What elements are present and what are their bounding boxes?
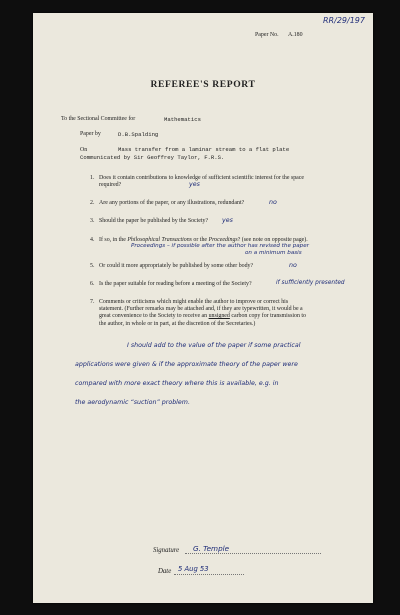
question-4-text: If so, in the Philosophical Transactions or the Proceedings? (see note on opposite page). xyxy=(99,237,308,243)
on-label: On xyxy=(80,147,88,153)
comment-line-2: applications were given & if the approximate theory of the paper were xyxy=(75,361,298,368)
answer-2: no xyxy=(269,199,277,206)
date-value: 5 Aug 53 xyxy=(178,565,209,573)
comment-line-3: compared with more exact theory where this is available, e.g. in xyxy=(75,380,279,387)
answer-3: yes xyxy=(222,217,233,224)
signature: G. Temple xyxy=(193,544,230,553)
question-6-number: 6. xyxy=(90,281,95,287)
question-4-number: 4. xyxy=(90,237,95,243)
question-2-text: Are any portions of the paper, or any illustrations, redundant? xyxy=(99,200,245,206)
date-label: Date xyxy=(158,568,172,575)
signature-label: Signature xyxy=(153,547,180,554)
report-sheet xyxy=(33,13,373,603)
question-7-number: 7. xyxy=(90,299,95,305)
page-title: REFEREE'S REPORT xyxy=(150,79,256,90)
paper-by-label: Paper by xyxy=(80,131,101,137)
communicated-by: Communicated by Sir Geoffrey Taylor, F.R.S. xyxy=(80,154,225,161)
question-1-text: Does it contain contributions to knowledge of sufficient scientific interest for the space required? xyxy=(99,175,305,189)
question-7-text: Comments or criticisms which might enable the author to improve or correct his statement. (Further remarks may be attached and, if they are typewritten, it would be a great convenience to the Society to receive an unsigned carbon copy for transmission to the author, in whole or in part, at the discretion of the Secretaries.) xyxy=(99,299,306,327)
paper-author: D.B.Spalding xyxy=(118,131,159,138)
answer-1: yes xyxy=(189,181,200,188)
date-line xyxy=(174,574,244,575)
question-5-number: 5. xyxy=(90,263,95,269)
paper-subject: Mass transfer from a laminar stream to a flat plate xyxy=(118,146,290,153)
answer-6: if sufficiently presented xyxy=(276,280,345,286)
committee-label: To the Sectional Committee for xyxy=(61,116,136,122)
committee-value: Mathematics xyxy=(164,116,201,123)
paper-number: A.180 xyxy=(288,32,303,38)
paper-number-label: Paper No. xyxy=(255,32,279,38)
answer-4-line-2: on a minimum basis xyxy=(245,250,302,256)
answer-4-line-1: Proceedings – if possible after the author has revised the paper xyxy=(131,243,309,249)
question-6-text: Is the paper suitable for reading before a meeting of the Society? xyxy=(99,281,252,287)
comment-line-1: I should add to the value of the paper if some practical xyxy=(127,342,301,349)
comment-line-4: the aerodynamic “suction” problem. xyxy=(75,399,190,406)
signature-line xyxy=(185,553,321,554)
question-3-text: Should the paper be published by the Society? xyxy=(99,218,209,224)
question-1-number: 1. xyxy=(90,175,95,181)
archive-reference: RR/29/197 xyxy=(323,16,365,25)
question-2-number: 2. xyxy=(90,200,95,206)
question-5-text: Or could it more appropriately be published by some other body? xyxy=(99,263,254,269)
question-3-number: 3. xyxy=(90,218,95,224)
answer-5: no xyxy=(289,262,297,269)
